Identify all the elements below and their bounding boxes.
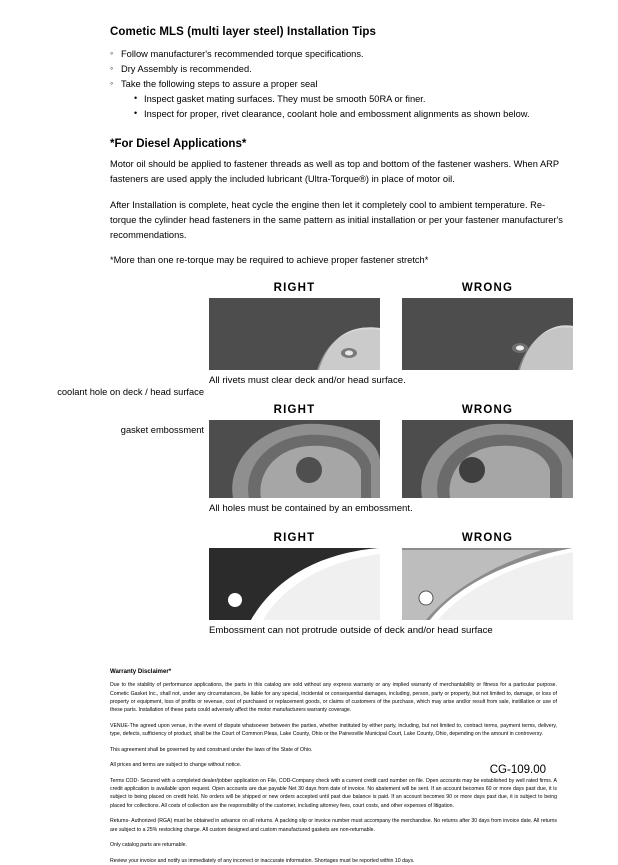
figure-label-wrong: WRONG: [461, 404, 514, 417]
coolant-hole-right-diagram: [209, 420, 380, 498]
warranty-heading: Warranty Disclaimer*: [110, 668, 172, 676]
figure-rivets-wrong: [402, 282, 573, 370]
warranty-paragraph: Due to the stability of performance applications, the parts in this catalog are sold without any express warranty or any implied warranty of merchantability or fitness for a particular purpose. Cometic Gasket Inc., shall not, under any circumstances, be liable for any special, incidental or consequential damages, including, person, party or property, but not limited to, damage, or loss of property or equipment, loss of profits or revenue, cost of purchased or replacement goods, or claims of customers of the purchase, which may arise and/or result from sale, instillation or use of these parts. Installation of these parts could adversely affect the motor manufacturers warranty coverage.: [110, 682, 557, 714]
warranty-paragraph: Returns- Authorized (RGA) must be obtained in advance on all returns. A packing slip or invoice number must accompany the merchandise. No returns after 30 days from invoice date. All returns are subject to a 25% restocking charge. All custom designed and custom manufactured gaskets are non-returnable.: [110, 818, 557, 833]
rivet-clearance-wrong-diagram: [402, 298, 573, 370]
figure-label-wrong: WRONG: [461, 282, 514, 295]
list-item: [110, 77, 574, 122]
warranty-paragraph: Only catalog parts are returnable.: [110, 842, 187, 849]
figure-label-right: RIGHT: [273, 532, 316, 545]
callout-coolant-hole: coolant hole on deck / head surface: [57, 387, 204, 398]
list-item: ◦ Dry Assembly is recommended.: [110, 62, 574, 77]
warranty-paragraph: Terms COD- Secured with a completed dealer/jobber application on File, COD-Company check with a current credit card number on file. Open accounts may be established by well rated firms. A credit application is available upon request. Open accounts are due payable Net 30 days from date of invoice. No abatement will be sent. If an account becomes 60 or more days past due, it is subject to being placed on credit hold. No orders will be shipped or new orders accepted until past due balance is paid. If an account becomes 90 or more days past due, it is subject to being placed for collections. All costs of collection are the responsibility of the customer, including attorney fees, court costs, and other expenses of litigation.: [110, 777, 557, 809]
warranty-paragraph: VENUE-The agreed upon venue, in the event of dispute whatsoever between the parties, whether instituted by either party, including, but not limited to, contract terms, payment terms, delivery, type, defects, sufficiency of product, shall be the Court of Common Pleas, Lake County, Ohio or the Painesville Municipal Court, Lake County, Ohio, depending on the amount in controversy.: [110, 722, 557, 738]
figure-row-rivets: [209, 282, 574, 370]
figure-image-rivets-wrong: [402, 298, 573, 370]
figure-label-wrong: WRONG: [461, 532, 514, 545]
warranty-paragraph: This agreement shall be governed by and construed under the laws of the State of Ohio.: [110, 746, 313, 753]
caption-embossment: Embossment can not protrude outside of deck and/or head surface: [209, 625, 493, 637]
diesel-paragraph-2: After Installation is complete, heat cycle the engine then let it completely cool to ambient temperature. Re-torque the cylinder head fasteners in the same pattern as initial installation or per your fastener manufacturer's recommendations.: [110, 200, 563, 241]
page-title: Cometic MLS (multi layer steel) Installation Tips: [110, 26, 377, 38]
warranty-paragraph: Review your invoice and notify us immediately of any incorrect or inaccurate information. Shortages must be reported within 10 days.: [110, 857, 415, 864]
document-number: CG-109.00: [489, 764, 546, 776]
figure-holes-right: [209, 404, 380, 498]
list-item: ◦ Follow manufacturer's recommended torque specifications.: [110, 47, 574, 62]
retorque-footnote: *More than one re-torque may be required to achieve proper fastener stretch*: [110, 255, 429, 266]
coolant-hole-wrong-diagram: [402, 420, 573, 498]
installation-tips-list: [110, 47, 574, 122]
list-item: • Inspect for proper, rivet clearance, coolant hole and embossment alignments as shown below.: [134, 107, 574, 122]
figure-row-holes: [209, 404, 574, 498]
diesel-paragraph-1: Motor oil should be applied to fastener threads as well as top and bottom of the fastener washers. When ARP fasteners are used apply the included lubricant (Ultra-Torque®) in place of motor oil.: [110, 159, 559, 185]
caption-holes: All holes must be contained by an embossment.: [209, 503, 413, 515]
list-item-label: Take the following steps to assure a proper seal: [121, 79, 318, 90]
warranty-paragraph: All prices and terms are subject to change without notice.: [110, 762, 242, 769]
figures-section: [44, 282, 574, 638]
caption-rivets: All rivets must clear deck and/or head surface.: [209, 375, 406, 387]
diesel-applications-heading: *For Diesel Applications*: [110, 138, 247, 151]
figure-image-rivets-right: [209, 298, 380, 370]
figure-rivets-right: [209, 282, 380, 370]
figure-holes-wrong: [402, 404, 573, 498]
installation-sub-tips-list: [121, 92, 574, 122]
figure-image-embossment-wrong: [402, 548, 573, 620]
embossment-right-diagram: [209, 548, 380, 620]
figure-row-embossment: [209, 532, 574, 620]
figure-image-holes-wrong: [402, 420, 573, 498]
embossment-wrong-diagram: [402, 548, 573, 620]
list-item: • Inspect gasket mating surfaces. They must be smooth 50RA or finer.: [134, 92, 574, 107]
figure-image-holes-right: [209, 420, 380, 498]
figure-image-embossment-right: [209, 548, 380, 620]
callout-gasket-embossment: gasket embossment: [120, 425, 204, 436]
figure-embossment-wrong: [402, 532, 573, 620]
figure-embossment-right: [209, 532, 380, 620]
figure-label-right: RIGHT: [273, 282, 316, 295]
rivet-clearance-right-diagram: [209, 298, 380, 370]
figure-label-right: RIGHT: [273, 404, 316, 417]
